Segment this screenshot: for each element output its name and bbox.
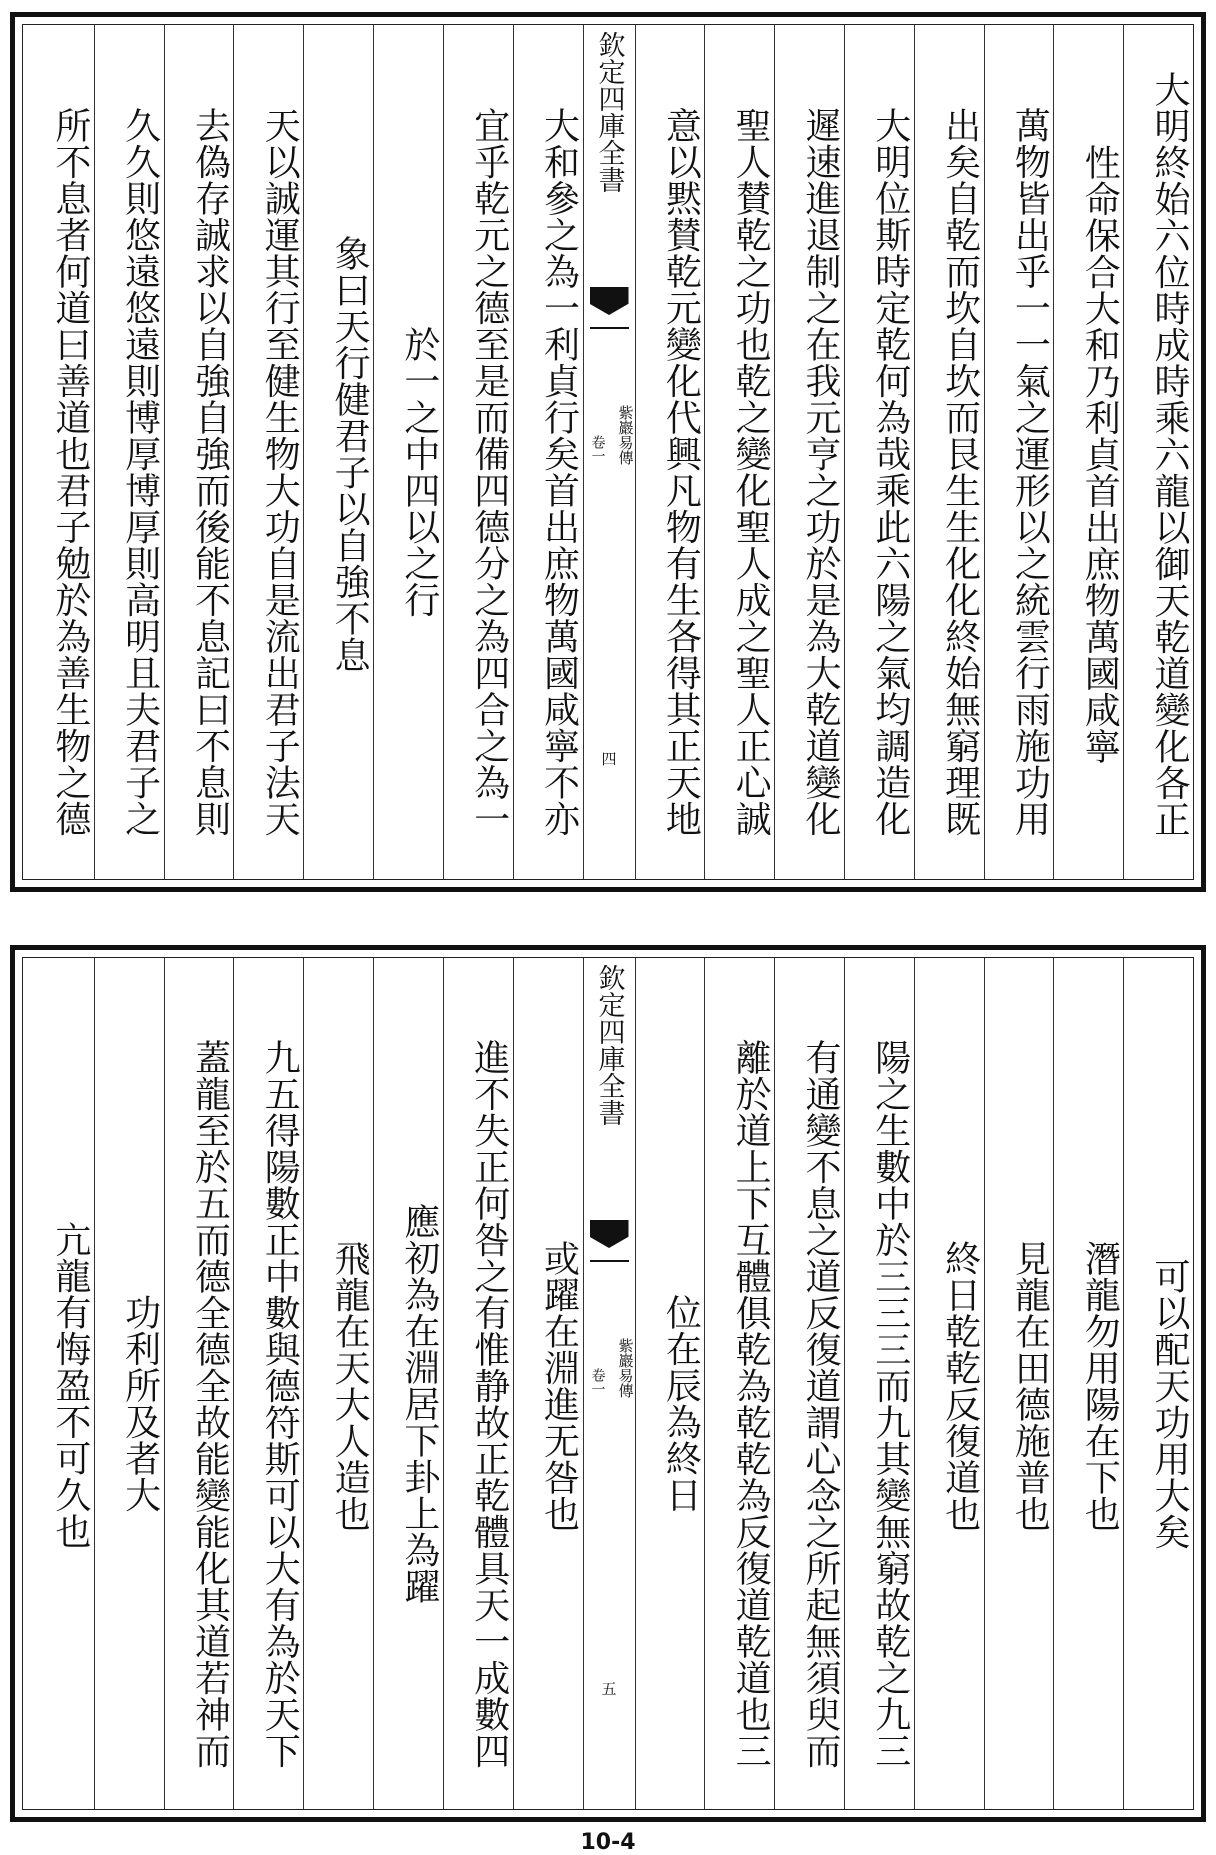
column-text: 進不失正何咎之有惟静故正乾體具天一成數四 [468, 1038, 510, 1769]
center-gutter [583, 958, 635, 1809]
text-column [513, 958, 583, 1809]
column-text: 見龍在田德施普也 [1009, 1239, 1051, 1532]
text-column [1053, 958, 1123, 1809]
text-column [984, 25, 1054, 879]
text-column [443, 25, 513, 879]
column-text: 萬物皆出乎一一氣之運形以之統雲行雨施功用 [1009, 107, 1051, 837]
center-gutter [583, 25, 635, 879]
column-text: 大明終始六位時成時乘六龍以御天乾道變化各正 [1149, 70, 1190, 838]
text-column [164, 25, 234, 879]
text-column [984, 958, 1054, 1809]
text-column [1123, 958, 1193, 1809]
column-text: 聖人賛乾之功也乾之變化聖人成之聖人正心誠 [730, 107, 772, 837]
top-page-frame [22, 24, 1194, 880]
text-column [443, 958, 513, 1809]
column-text: 潛龍勿用陽在下也 [1079, 1239, 1121, 1532]
column-text: 去偽存誠求以自強自強而後能不息記曰不息則 [189, 107, 231, 837]
column-text: 大和參之為一利貞行矣首出庶物萬國咸寧不亦 [538, 107, 580, 837]
column-text: 或躍在淵進无咎也 [538, 1239, 580, 1532]
column-text: 意以黙賛乾元變化代興凡物有生各得其正天地 [660, 107, 702, 837]
gutter-collection-title: 欽定四庫全書 [593, 964, 625, 1126]
column-text: 天以誠運其行至健生物大功自是流出君子法天 [259, 107, 301, 837]
column-text: 象曰天行健君子以自強不息 [329, 235, 371, 673]
column-text: 所不息者何道曰善道也君子勉於為善生物之德 [49, 107, 91, 837]
text-column [24, 958, 94, 1809]
column-text: 功利所及者大 [119, 1294, 161, 1513]
text-column [303, 25, 373, 879]
column-text: 遲速進退制之在我元亨之功於是為大乾道變化 [799, 107, 841, 837]
text-column [24, 25, 94, 879]
column-text: 九五得陽數正中數與德符斯可以大有為於天下 [259, 1038, 301, 1769]
text-column [94, 25, 164, 879]
column-text: 大明位斯時定乾何為哉乘此六陽之氣均調造化 [869, 107, 911, 837]
gutter-volume: 卷一 [589, 1368, 606, 1396]
gutter-volume: 卷一 [589, 435, 606, 463]
fish-tail-mark [590, 287, 629, 315]
column-text: 於一之中四以之行 [398, 326, 440, 618]
top-page-columns [23, 25, 1193, 879]
text-column [774, 25, 844, 879]
text-column [635, 958, 705, 1809]
text-column [1123, 25, 1193, 879]
text-column [164, 958, 234, 1809]
column-text: 宜乎乾元之德至是而備四德分之為四合之為一 [468, 107, 510, 837]
text-column [373, 958, 443, 1809]
text-column [1053, 25, 1123, 879]
text-column [914, 958, 984, 1809]
text-column [373, 25, 443, 879]
top-page [10, 12, 1206, 892]
column-text: 蓋龍至於五而德全德全故能變能化其道若神而 [189, 1038, 231, 1769]
fish-tail-mark [590, 1220, 629, 1248]
gutter-work-title: 紫巖易傳 [616, 405, 635, 465]
text-column [303, 958, 373, 1809]
column-text: 久久則悠遠悠遠則博厚博厚則高明且夫君子之 [119, 107, 161, 837]
text-column [774, 958, 844, 1809]
column-text: 性命保合大和乃利貞首出庶物萬國咸寧 [1079, 143, 1121, 765]
bottom-page-columns [23, 958, 1193, 1809]
column-text: 離於道上下互體俱乾為乾乾為反復道乾道也三 [730, 1038, 772, 1769]
text-column [513, 25, 583, 879]
fish-tail-mark-lower [590, 1260, 629, 1276]
text-column [233, 25, 303, 879]
bottom-page-frame [22, 957, 1194, 1810]
bottom-page [10, 945, 1206, 1822]
column-text: 飛龍在天大人造也 [329, 1239, 371, 1532]
column-text: 亢龍有悔盈不可久也 [49, 1221, 91, 1550]
column-text: 出矣自乾而坎自坎而艮生生化化終始無窮理既 [939, 107, 981, 837]
page-number: 10-4 [580, 1830, 636, 1855]
column-text: 有通變不息之道反復道謂心念之所起無須臾而 [799, 1038, 841, 1769]
gutter-leaf-number: 五 [601, 1680, 617, 1698]
column-text: 可以配天功用大矣 [1149, 1257, 1190, 1550]
column-text: 應初為在淵居下卦上為躍 [398, 1202, 440, 1605]
text-column [233, 958, 303, 1809]
text-column [704, 958, 774, 1809]
gutter-collection-title: 欽定四庫全書 [593, 31, 625, 193]
column-text: 終日乾乾反復道也 [939, 1239, 981, 1532]
text-column [704, 25, 774, 879]
text-column [914, 25, 984, 879]
column-text: 陽之生數中於三三三而九其變無窮故乾之九三 [869, 1038, 911, 1769]
text-column [844, 25, 914, 879]
fish-tail-mark-lower [590, 327, 629, 343]
text-column [844, 958, 914, 1809]
text-column [635, 25, 705, 879]
text-column [94, 958, 164, 1809]
gutter-work-title: 紫巖易傳 [616, 1338, 635, 1398]
column-text: 位在辰為終日 [660, 1294, 702, 1513]
gutter-leaf-number: 四 [601, 750, 617, 768]
